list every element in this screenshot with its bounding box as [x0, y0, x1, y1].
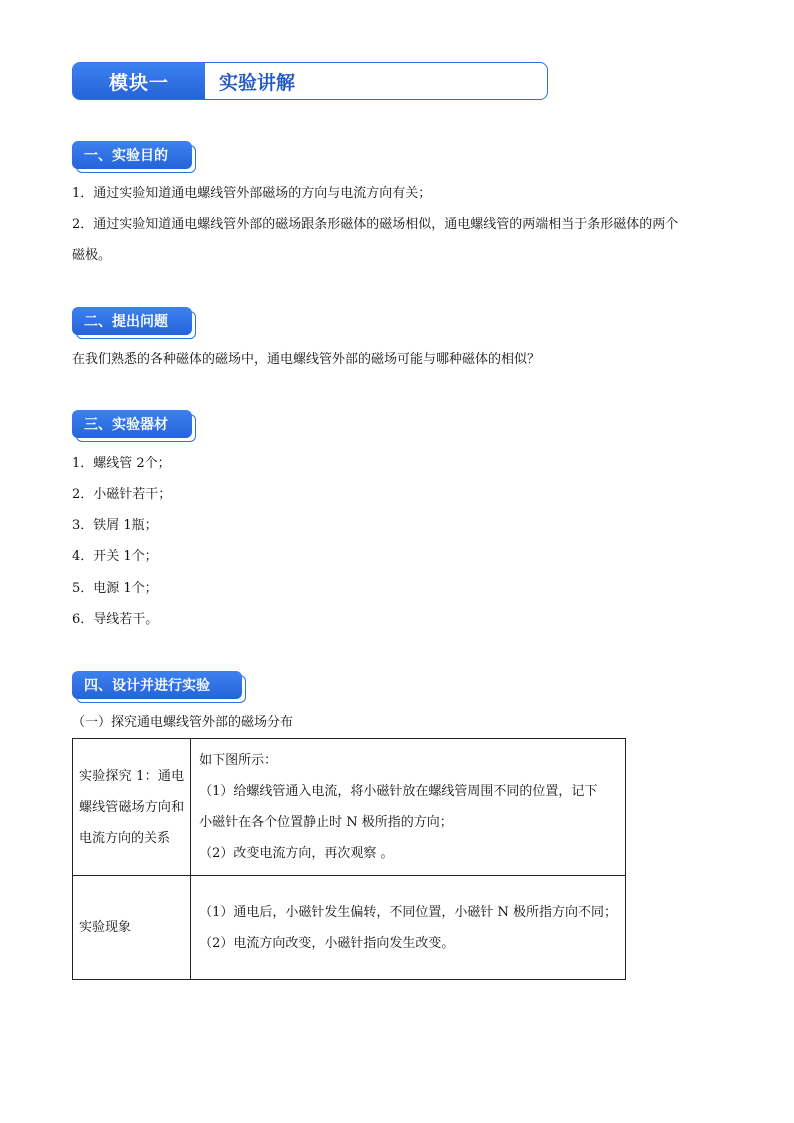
material-item: 4．开关 1个； [72, 549, 158, 564]
table-content-cell [191, 739, 626, 876]
material-item: 2．小磁针若干； [72, 487, 172, 502]
section-header-purpose [72, 141, 192, 169]
table-line: （1）给螺线管通入电流，将小磁针放在螺线管周围不同的位置，记下 [199, 784, 598, 799]
experiment-table [72, 738, 626, 980]
section-title: 四、设计并进行实验 [72, 671, 242, 699]
material-item: 3．铁屑 1瓶； [72, 518, 158, 533]
section-header-materials [72, 410, 192, 438]
table-line: （2）改变电流方向，再次观察 。 [199, 846, 394, 861]
section-header-question [72, 307, 192, 335]
table-label-cell: 实验探究 1：通电螺线管磁场方向和电流方向的关系 [73, 739, 191, 876]
module-label: 模块一 [73, 63, 205, 99]
section-title: 一、实验目的 [72, 141, 192, 169]
table-line: （1）通电后，小磁针发生偏转，不同位置，小磁针 N 极所指方向不同； [199, 904, 617, 920]
table-content-cell [191, 876, 626, 980]
material-item: 1．螺线管 2个； [72, 456, 171, 471]
material-item: 6．导线若干。 [72, 612, 159, 627]
purpose-line-3: 磁极。 [72, 248, 112, 263]
section-header-experiment [72, 671, 242, 699]
module-header [72, 62, 548, 100]
subsection-title: （一）探究通电螺线管外部的磁场分布 [72, 715, 294, 730]
question-text: 在我们熟悉的各种磁体的磁场中，通电螺线管外部的磁场可能与哪种磁体的相似？ [72, 352, 541, 367]
section-title: 二、提出问题 [72, 307, 192, 335]
material-item: 5．电源 1个； [72, 581, 158, 596]
table-line: 如下图所示： [199, 753, 278, 768]
section-title: 三、实验器材 [72, 410, 192, 438]
table-line: 小磁针在各个位置静止时 N 极所指的方向； [199, 815, 453, 830]
table-row [73, 876, 626, 980]
table-row [73, 739, 626, 876]
module-title: 实验讲解 [219, 71, 296, 94]
purpose-line-1: 1．通过实验知道通电螺线管外部磁场的方向与电流方向有关； [72, 186, 432, 201]
table-line: （2）电流方向改变，小磁针指向发生改变。 [199, 935, 455, 951]
purpose-line-2: 2．通过实验知道通电螺线管外部的磁场跟条形磁体的磁场相似，通电螺线管的两端相当于条形磁体的两个 [72, 217, 679, 232]
table-label-cell: 实验现象 [73, 876, 191, 980]
